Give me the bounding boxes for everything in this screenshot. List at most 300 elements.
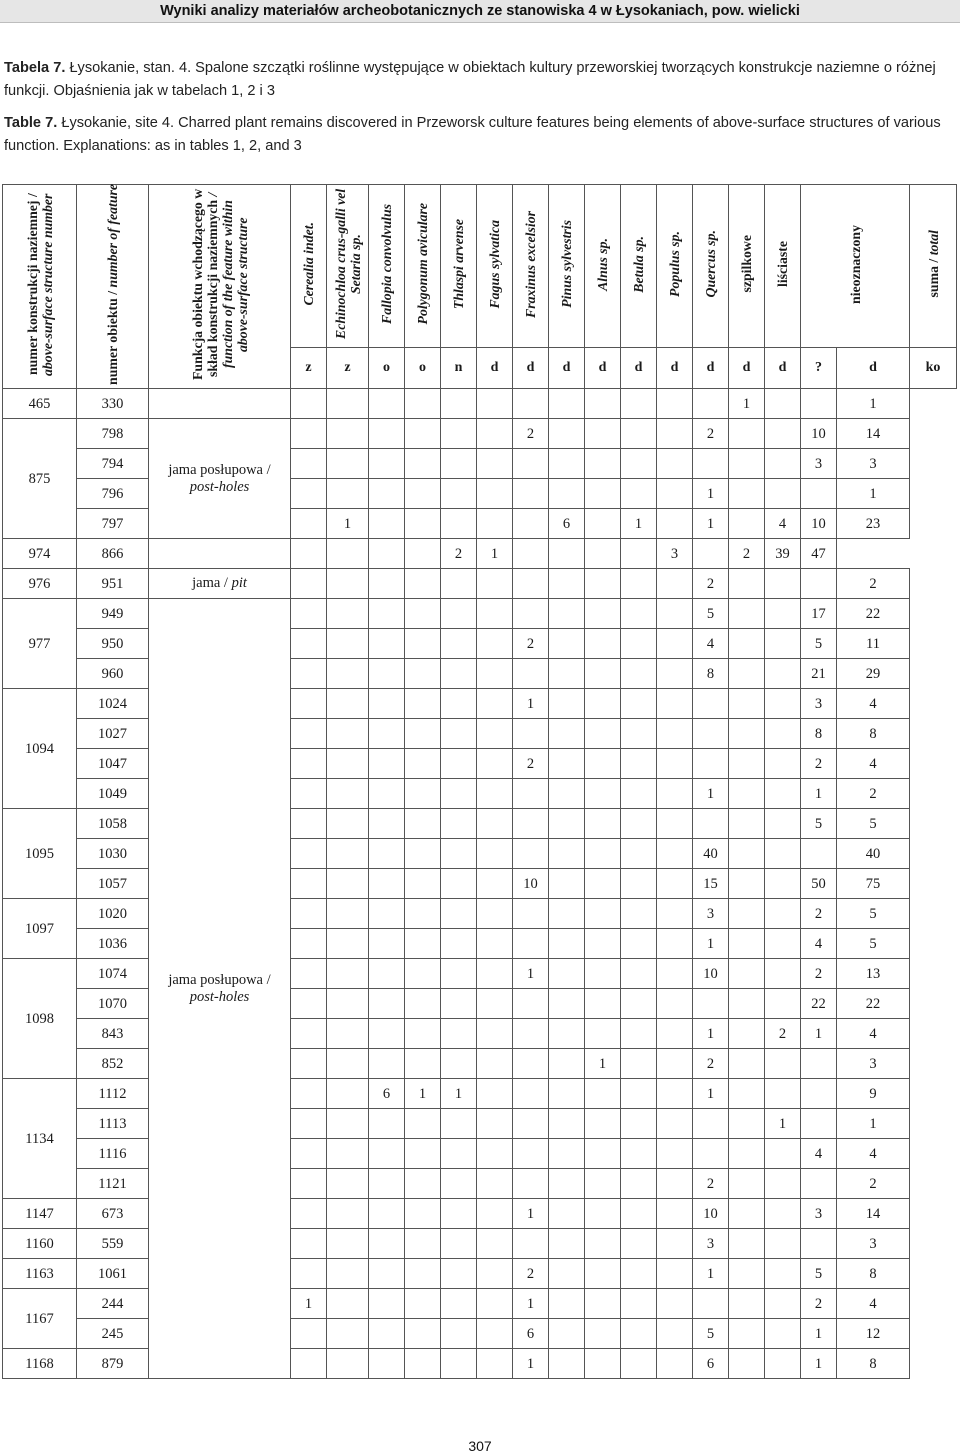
count-cell — [369, 839, 405, 869]
total-cell: 13 — [837, 959, 910, 989]
count-cell — [657, 929, 693, 959]
count-cell: 1 — [801, 1319, 837, 1349]
count-cell — [405, 449, 441, 479]
header-taxon — [621, 185, 657, 348]
count-cell — [621, 1319, 657, 1349]
count-cell — [549, 689, 585, 719]
count-cell — [477, 419, 513, 449]
count-cell: 1 — [693, 479, 729, 509]
count-cell — [369, 1229, 405, 1259]
total-cell: 47 — [801, 539, 837, 569]
count-cell — [291, 869, 327, 899]
count-cell — [729, 419, 765, 449]
count-cell — [765, 1229, 801, 1259]
count-cell: 2 — [801, 959, 837, 989]
count-cell — [477, 1229, 513, 1259]
count-cell — [621, 839, 657, 869]
feature-cell: 1030 — [77, 839, 149, 869]
table-row — [3, 479, 957, 509]
count-cell: 1 — [327, 509, 369, 539]
count-cell — [441, 719, 477, 749]
count-cell: 6 — [513, 1319, 549, 1349]
header-row — [3, 185, 957, 348]
table-row — [3, 389, 957, 419]
count-cell — [291, 809, 327, 839]
header-feature-pl: numer obiektu / — [105, 290, 120, 385]
total-cell: 3 — [837, 1049, 910, 1079]
total-cell: 4 — [837, 749, 910, 779]
count-cell: 10 — [693, 959, 729, 989]
count-cell — [327, 1079, 369, 1109]
count-cell — [621, 1169, 657, 1199]
count-cell — [657, 479, 693, 509]
count-cell — [369, 689, 405, 719]
count-cell — [657, 869, 693, 899]
count-cell: 2 — [765, 1019, 801, 1049]
count-cell — [513, 809, 549, 839]
header-taxon-name: liściaste — [775, 241, 790, 287]
count-cell — [441, 869, 477, 899]
feature-cell: 330 — [77, 389, 149, 419]
header-taxon — [729, 185, 765, 348]
count-cell — [327, 1289, 369, 1319]
count-cell: 2 — [801, 899, 837, 929]
count-cell — [327, 659, 369, 689]
header-code: d — [657, 348, 693, 389]
header-total-code: ko — [910, 348, 957, 389]
count-cell — [291, 899, 327, 929]
count-cell — [657, 569, 693, 599]
construction-cell: 465 — [3, 389, 77, 419]
count-cell — [657, 1109, 693, 1139]
count-cell: 3 — [801, 449, 837, 479]
count-cell — [291, 539, 327, 569]
count-cell — [621, 419, 657, 449]
count-cell — [513, 1079, 549, 1109]
count-cell — [549, 599, 585, 629]
count-cell: 21 — [801, 659, 837, 689]
count-cell — [291, 719, 327, 749]
count-cell — [801, 479, 837, 509]
count-cell — [549, 1049, 585, 1079]
count-cell — [585, 1139, 621, 1169]
count-cell: 1 — [693, 929, 729, 959]
count-cell — [369, 599, 405, 629]
header-taxon-name: Fraxinus excelsior — [523, 210, 538, 318]
count-cell — [441, 1319, 477, 1349]
count-cell: 1 — [291, 1289, 327, 1319]
count-cell — [729, 1139, 765, 1169]
count-cell — [477, 1019, 513, 1049]
count-cell — [585, 989, 621, 1019]
total-cell: 8 — [837, 719, 910, 749]
header-total — [910, 185, 957, 348]
count-cell — [765, 479, 801, 509]
count-cell — [441, 809, 477, 839]
count-cell — [585, 1199, 621, 1229]
count-cell — [621, 539, 657, 569]
count-cell — [765, 1349, 801, 1379]
count-cell — [765, 689, 801, 719]
count-cell — [549, 779, 585, 809]
count-cell — [621, 959, 657, 989]
count-cell — [585, 1079, 621, 1109]
count-cell — [441, 479, 477, 509]
feature-cell: 950 — [77, 629, 149, 659]
count-cell — [327, 629, 369, 659]
table-row — [3, 1349, 957, 1379]
count-cell — [291, 1139, 327, 1169]
count-cell — [549, 1349, 585, 1379]
count-cell — [729, 1079, 765, 1109]
count-cell: 6 — [693, 1349, 729, 1379]
count-cell: 1 — [477, 539, 513, 569]
header-taxon-name: Pinus sylvestris — [559, 220, 574, 308]
count-cell — [441, 1139, 477, 1169]
count-cell — [657, 899, 693, 929]
count-cell — [291, 659, 327, 689]
count-cell — [441, 629, 477, 659]
count-cell — [693, 1109, 729, 1139]
table-row — [3, 929, 957, 959]
count-cell: 6 — [549, 509, 585, 539]
count-cell — [657, 779, 693, 809]
count-cell: 8 — [693, 659, 729, 689]
count-cell — [729, 839, 765, 869]
count-cell — [765, 599, 801, 629]
total-cell: 40 — [837, 839, 910, 869]
count-cell — [291, 569, 327, 599]
count-cell — [729, 899, 765, 929]
count-cell — [405, 1319, 441, 1349]
table-row — [3, 899, 957, 929]
count-cell — [477, 569, 513, 599]
count-cell — [327, 569, 369, 599]
count-cell — [405, 1349, 441, 1379]
count-cell — [477, 749, 513, 779]
count-cell — [729, 929, 765, 959]
count-cell — [729, 629, 765, 659]
count-cell — [369, 989, 405, 1019]
count-cell — [441, 1019, 477, 1049]
count-cell — [549, 959, 585, 989]
count-cell — [369, 1049, 405, 1079]
count-cell — [405, 1139, 441, 1169]
table-row — [3, 599, 957, 629]
count-cell — [765, 719, 801, 749]
count-cell — [477, 689, 513, 719]
feature-cell: 244 — [77, 1289, 149, 1319]
count-cell — [765, 779, 801, 809]
header-feature — [77, 185, 149, 389]
count-cell — [291, 989, 327, 1019]
count-cell — [327, 1229, 369, 1259]
feature-cell: 245 — [77, 1319, 149, 1349]
count-cell — [585, 839, 621, 869]
count-cell — [441, 989, 477, 1019]
count-cell — [513, 509, 549, 539]
table-row — [3, 1139, 957, 1169]
count-cell — [477, 869, 513, 899]
count-cell — [477, 1199, 513, 1229]
count-cell — [405, 1049, 441, 1079]
count-cell — [441, 419, 477, 449]
count-cell — [477, 509, 513, 539]
feature-cell: 1074 — [77, 959, 149, 989]
count-cell — [327, 869, 369, 899]
header-taxon-name: Alnus sp. — [595, 237, 610, 291]
header-total-sep: / — [925, 255, 941, 267]
header-code: d — [549, 348, 585, 389]
feature-cell: 1047 — [77, 749, 149, 779]
count-cell — [549, 1259, 585, 1289]
count-cell — [765, 1079, 801, 1109]
header-taxon — [441, 185, 477, 348]
count-cell — [693, 989, 729, 1019]
count-cell — [477, 779, 513, 809]
count-cell — [513, 1019, 549, 1049]
header-code: d — [693, 348, 729, 389]
count-cell — [729, 869, 765, 899]
count-cell: 2 — [513, 749, 549, 779]
count-cell — [693, 449, 729, 479]
count-cell — [291, 1049, 327, 1079]
count-cell — [549, 629, 585, 659]
header-code: z — [327, 348, 369, 389]
count-cell — [801, 569, 837, 599]
count-cell — [327, 419, 369, 449]
count-cell — [369, 1259, 405, 1289]
count-cell — [291, 1259, 327, 1289]
count-cell — [729, 749, 765, 779]
count-cell — [729, 1349, 765, 1379]
count-cell — [291, 839, 327, 869]
header-code: d — [513, 348, 549, 389]
count-cell — [405, 749, 441, 779]
count-cell — [765, 1319, 801, 1349]
count-cell — [441, 1349, 477, 1379]
table-row — [3, 659, 957, 689]
count-cell — [291, 1319, 327, 1349]
count-cell — [477, 1319, 513, 1349]
caption-english-text: Łysokanie, site 4. Charred plant remains discovered in Przeworsk culture features being elements of above-surface structures of various function. Explanations: as in tables 1, 2, and 3 — [4, 115, 941, 154]
header-code: ? — [801, 348, 837, 389]
count-cell — [441, 569, 477, 599]
count-cell — [513, 539, 549, 569]
count-cell — [405, 719, 441, 749]
count-cell: 5 — [801, 1259, 837, 1289]
header-taxon-name: Echinochloa crus-galli vel Setaria sp. — [332, 188, 363, 340]
count-cell — [585, 779, 621, 809]
header-taxon-name: Populus sp. — [667, 231, 682, 297]
count-cell — [657, 1199, 693, 1229]
count-cell — [513, 1109, 549, 1139]
count-cell: 1 — [513, 689, 549, 719]
total-cell: 14 — [837, 419, 910, 449]
count-cell: 1 — [513, 1349, 549, 1379]
count-cell: 1 — [693, 779, 729, 809]
table-row — [3, 629, 957, 659]
count-cell — [513, 1139, 549, 1169]
count-cell: 1 — [693, 1079, 729, 1109]
total-cell: 1 — [837, 479, 910, 509]
table-row — [3, 1259, 957, 1289]
count-cell — [585, 1319, 621, 1349]
count-cell — [369, 509, 405, 539]
count-cell — [513, 929, 549, 959]
count-cell: 1 — [801, 1349, 837, 1379]
count-cell — [405, 1229, 441, 1259]
count-cell — [621, 1079, 657, 1109]
count-cell: 10 — [513, 869, 549, 899]
count-cell — [765, 569, 801, 599]
count-cell — [765, 1049, 801, 1079]
count-cell — [585, 1349, 621, 1379]
count-cell — [477, 479, 513, 509]
feature-cell: 794 — [77, 449, 149, 479]
total-cell: 1 — [837, 1109, 910, 1139]
count-cell — [405, 509, 441, 539]
count-cell — [657, 1019, 693, 1049]
count-cell: 4 — [801, 929, 837, 959]
count-cell — [327, 1169, 369, 1199]
header-taxon — [549, 185, 585, 348]
table-row — [3, 509, 957, 539]
count-cell: 1 — [693, 1259, 729, 1289]
count-cell: 5 — [801, 629, 837, 659]
count-cell — [621, 1199, 657, 1229]
count-cell — [621, 1109, 657, 1139]
feature-cell: 1020 — [77, 899, 149, 929]
count-cell — [513, 839, 549, 869]
count-cell — [657, 1319, 693, 1349]
count-cell — [327, 809, 369, 839]
count-cell — [549, 1229, 585, 1259]
function-pl: jama posłupowa / — [168, 971, 271, 988]
count-cell — [477, 719, 513, 749]
count-cell — [441, 659, 477, 689]
count-cell — [327, 929, 369, 959]
count-cell — [327, 449, 369, 479]
feature-cell: 796 — [77, 479, 149, 509]
feature-cell: 960 — [77, 659, 149, 689]
count-cell — [327, 689, 369, 719]
count-cell: 3 — [693, 1229, 729, 1259]
count-cell — [549, 1019, 585, 1049]
count-cell — [621, 779, 657, 809]
count-cell — [621, 1289, 657, 1319]
feature-cell: 949 — [77, 599, 149, 629]
caption-english — [4, 112, 954, 158]
count-cell — [441, 1109, 477, 1139]
header-code: d — [729, 348, 765, 389]
count-cell: 10 — [693, 1199, 729, 1229]
count-cell — [513, 389, 549, 419]
table-body — [3, 389, 957, 1379]
header-taxon-name: szpilkowe — [739, 235, 754, 293]
count-cell — [441, 929, 477, 959]
count-cell — [729, 1109, 765, 1139]
header-function — [149, 185, 291, 389]
count-cell — [549, 1139, 585, 1169]
table-row — [3, 959, 957, 989]
count-cell — [441, 1259, 477, 1289]
count-cell — [801, 1229, 837, 1259]
header-total-en: total — [925, 230, 941, 256]
caption-english-label: Table 7. — [4, 115, 58, 131]
construction-cell: 1134 — [3, 1079, 77, 1199]
construction-cell: 1168 — [3, 1349, 77, 1379]
count-cell — [729, 1289, 765, 1319]
count-cell: 1 — [513, 1199, 549, 1229]
count-cell — [621, 899, 657, 929]
count-cell — [765, 929, 801, 959]
count-cell — [621, 689, 657, 719]
count-cell — [621, 479, 657, 509]
header-total-text — [926, 230, 941, 297]
count-cell — [801, 389, 837, 419]
feature-cell: 951 — [77, 569, 149, 599]
count-cell — [729, 1229, 765, 1259]
count-cell — [657, 989, 693, 1019]
count-cell: 3 — [801, 1199, 837, 1229]
count-cell: 8 — [801, 719, 837, 749]
construction-cell: 1167 — [3, 1289, 77, 1349]
function-cell — [149, 599, 291, 1379]
count-cell — [477, 1349, 513, 1379]
count-cell — [477, 839, 513, 869]
table-row — [3, 989, 957, 1019]
count-cell — [327, 1199, 369, 1229]
count-cell — [657, 449, 693, 479]
header-code: d — [477, 348, 513, 389]
count-cell — [327, 1019, 369, 1049]
count-cell — [405, 479, 441, 509]
header-taxon-name: nieoznaczony — [847, 224, 863, 304]
count-cell — [327, 1259, 369, 1289]
count-cell — [291, 1229, 327, 1259]
count-cell — [441, 689, 477, 719]
feature-cell: 1121 — [77, 1169, 149, 1199]
count-cell — [369, 749, 405, 779]
table-row — [3, 1019, 957, 1049]
count-cell — [441, 899, 477, 929]
count-cell — [369, 1019, 405, 1049]
function-cell — [149, 389, 291, 419]
table-row — [3, 1289, 957, 1319]
header-code: d — [765, 348, 801, 389]
count-cell — [765, 419, 801, 449]
header-taxon-name: Fallopia convolvulus — [379, 204, 394, 324]
header-taxon — [513, 185, 549, 348]
header-code: o — [405, 348, 441, 389]
count-cell — [621, 809, 657, 839]
table-row — [3, 1109, 957, 1139]
total-cell: 8 — [837, 1259, 910, 1289]
count-cell — [327, 749, 369, 779]
total-cell: 11 — [837, 629, 910, 659]
header-taxon-name: Quercus sp. — [703, 230, 718, 298]
total-cell: 4 — [837, 1289, 910, 1319]
count-cell: 17 — [801, 599, 837, 629]
count-cell — [729, 1019, 765, 1049]
count-cell — [291, 779, 327, 809]
count-cell — [657, 629, 693, 659]
count-cell — [291, 929, 327, 959]
header-taxon — [327, 185, 369, 348]
count-cell — [369, 479, 405, 509]
count-cell — [441, 509, 477, 539]
